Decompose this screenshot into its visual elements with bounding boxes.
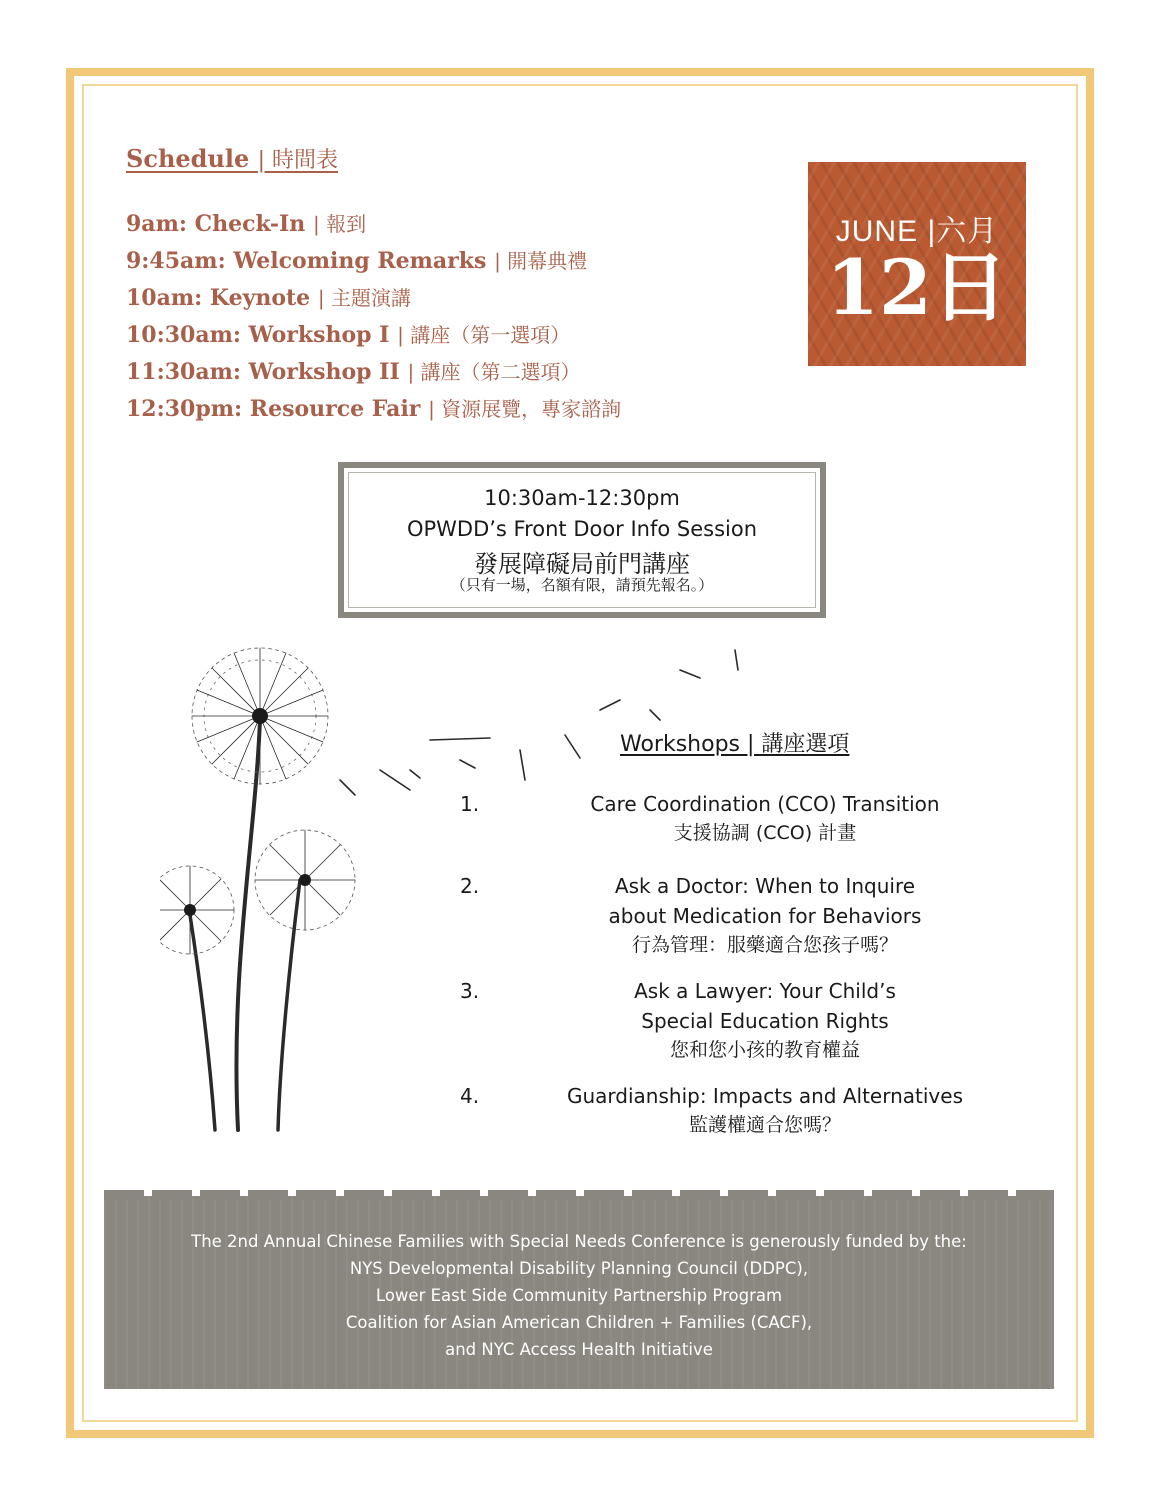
workshop-title-zh: 支援協調 (CCO) 計畫 xyxy=(673,822,857,844)
schedule-item xyxy=(126,393,621,430)
schedule-item xyxy=(126,319,621,356)
schedule-time: 10:30am: Workshop I xyxy=(126,322,390,348)
date-month: JUNE |六月 xyxy=(835,215,999,248)
schedule-zh: | 報到 xyxy=(312,212,367,236)
info-session-title: OPWDD’s Front Door Info Session xyxy=(406,517,758,541)
footer-line: NYS Developmental Disability Planning Council (DDPC), xyxy=(349,1259,809,1278)
footer-torn-edge xyxy=(104,1190,1054,1200)
dandelion-center xyxy=(252,708,268,724)
schedule-zh: | 開幕典禮 xyxy=(494,249,588,273)
date-badge xyxy=(808,162,1026,366)
schedule-time: 9:45am: Welcoming Remarks xyxy=(126,248,487,274)
schedule-zh: | 講座（第一選項） xyxy=(397,323,571,347)
workshop-item xyxy=(530,871,1000,959)
schedule-item xyxy=(126,208,621,245)
workshop-item xyxy=(530,789,1000,847)
workshop-title-zh: 行為管理：服藥適合您孩子嗎？ xyxy=(631,934,898,956)
dandelion-stem xyxy=(278,880,300,1130)
workshop-title-zh: 您和您小孩的教育權益 xyxy=(669,1039,860,1061)
schedule-item xyxy=(126,356,621,393)
schedule-time: 9am: Check-In xyxy=(126,211,306,237)
workshop-number: 4. xyxy=(460,1084,480,1108)
date-day: 12日 xyxy=(826,243,1008,332)
schedule-zh: | 資源展覽，專家諮詢 xyxy=(428,397,622,421)
dandelion-stem xyxy=(190,915,215,1130)
workshop-number: 3. xyxy=(460,979,480,1003)
schedule-title-en: Schedule xyxy=(126,144,250,173)
info-session-time: 10:30am-12:30pm xyxy=(484,486,680,510)
funding-footer xyxy=(104,1196,1054,1389)
workshop-title-en: about Medication for Behaviors xyxy=(608,904,922,928)
info-session-note: （只有一場，名額有限，請預先報名。） xyxy=(450,576,714,594)
workshop-title-en: Ask a Doctor: When to Inquire xyxy=(614,874,916,898)
schedule-time: 12:30pm: Resource Fair xyxy=(126,396,421,422)
workshop-title-en: Guardianship: Impacts and Alternatives xyxy=(566,1084,963,1108)
dandelion-center xyxy=(299,874,311,886)
schedule-zh: | 講座（第二選項） xyxy=(407,360,581,384)
workshop-title-en: Ask a Lawyer: Your Child’s xyxy=(634,979,896,1003)
schedule-time: 10am: Keynote xyxy=(126,285,311,311)
workshops-title: Workshops | 講座選項 xyxy=(620,732,850,757)
dandelion-center xyxy=(184,904,196,916)
schedule-title xyxy=(126,143,338,174)
workshop-title-en: Special Education Rights xyxy=(641,1009,889,1033)
dandelion-head-small-left xyxy=(160,866,234,954)
workshop-item xyxy=(530,976,1000,1064)
floating-seeds xyxy=(340,650,738,795)
footer-line: and NYC Access Health Initiative xyxy=(445,1340,713,1359)
workshop-number: 1. xyxy=(460,792,480,816)
schedule-zh: | 主題演講 xyxy=(317,286,411,310)
footer-line: The 2nd Annual Chinese Families with Special Needs Conference is generously funded by the: xyxy=(191,1232,967,1251)
schedule-item xyxy=(126,245,621,282)
schedule-item xyxy=(126,282,621,319)
schedule-title-zh: | 時間表 xyxy=(257,148,339,173)
info-session-box xyxy=(338,462,826,618)
footer-line: Coalition for Asian American Children + Families (CACF), xyxy=(345,1313,813,1332)
workshop-number: 2. xyxy=(460,874,480,898)
workshop-title-zh: 監護權適合您嗎？ xyxy=(688,1114,841,1136)
schedule-list xyxy=(126,208,621,430)
workshop-item xyxy=(530,1081,1000,1139)
info-session-title-zh: 發展障礙局前門講座 xyxy=(474,550,690,578)
footer-line: Lower East Side Community Partnership Program xyxy=(375,1286,783,1305)
schedule-time: 11:30am: Workshop II xyxy=(126,359,400,385)
dandelion-stem xyxy=(236,720,260,1130)
workshop-title-en: Care Coordination (CCO) Transition xyxy=(590,792,940,816)
